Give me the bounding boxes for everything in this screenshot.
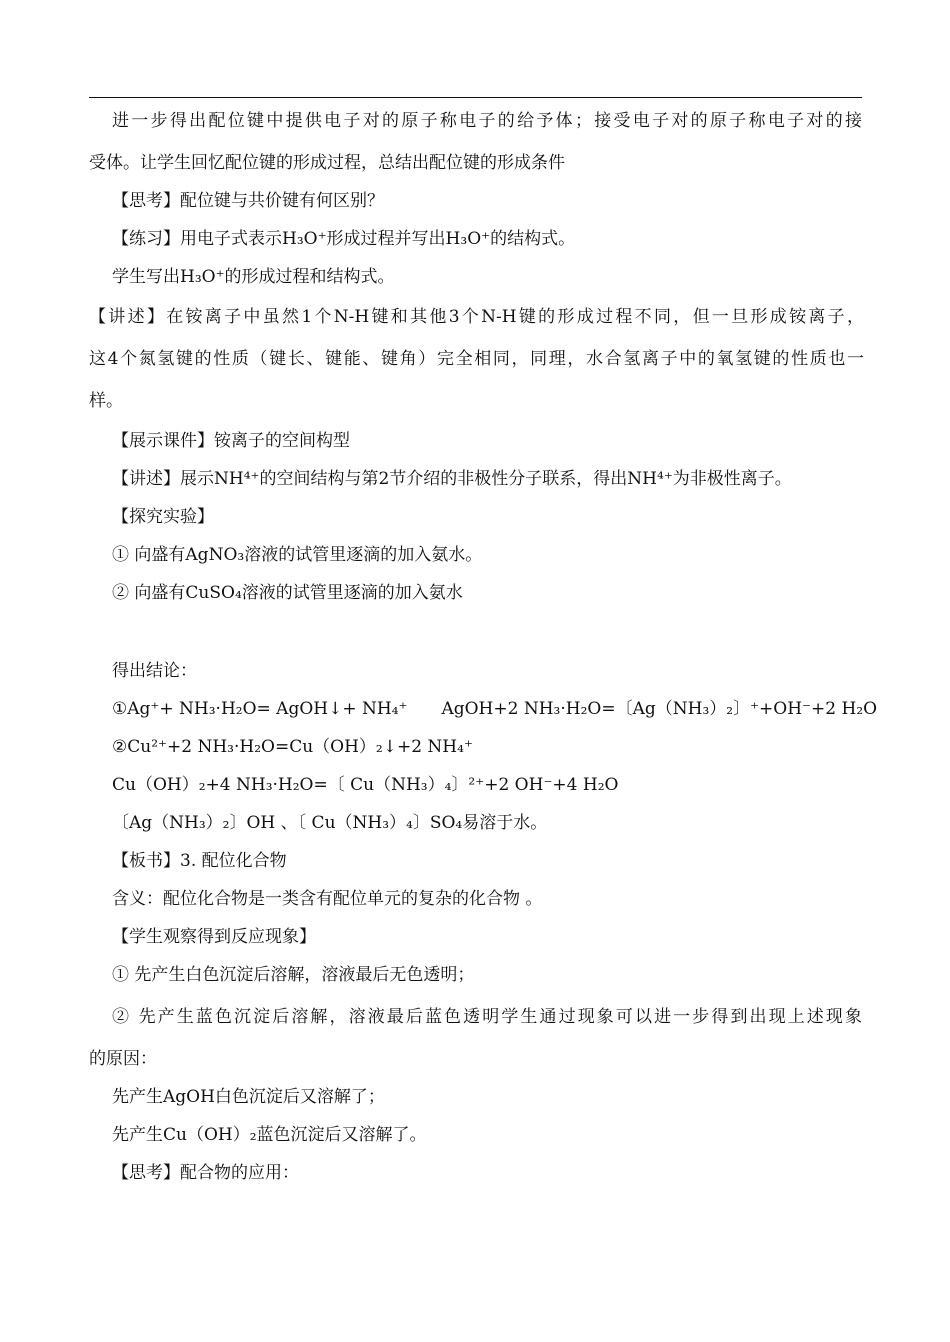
courseware-heading: 【展示课件】铵离子的空间构型 xyxy=(112,431,350,451)
equation-line: 〔Ag（NH₃）₂〕OH 、〔 Cu（NH₃）₄〕SO₄易溶于水。 xyxy=(112,813,548,833)
reason-line: 先产生Cu（OH）₂蓝色沉淀后又溶解了。 xyxy=(112,1125,427,1145)
paragraph-line: 受体。让学生回忆配位键的形成过程，总结出配位键的形成条件 xyxy=(89,153,565,173)
explore-heading: 【探究实验】 xyxy=(112,507,214,527)
equation-line: Cu（OH）₂+4 NH₃·H₂O=〔 Cu（NH₃）₄〕²⁺+2 OH⁻+4 H₂O xyxy=(112,775,619,795)
lecture-line: 【讲述】在铵离子中虽然1个N-H键和其他3个N-H键的形成过程不同，但一旦形成铵离子， xyxy=(89,307,864,327)
observe-heading: 【学生观察得到反应现象】 xyxy=(112,927,316,947)
equation-line: ②Cu²⁺+2 NH₃·H₂O=Cu（OH）₂↓+2 NH₄⁺ xyxy=(112,737,473,757)
observation-line: ② 先产生蓝色沉淀后溶解，溶液最后蓝色透明学生通过现象可以进一步得到出现上述现象 xyxy=(112,1007,862,1027)
experiment-step: ② 向盛有CuSO₄溶液的试管里逐滴的加入氨水 xyxy=(112,583,463,603)
lecture-line: 这4个氮氢键的性质（键长、键能、键角）完全相同，同理，水合氢离子中的氧氢键的性质也一 xyxy=(89,349,864,369)
paragraph-line: 进一步得出配位键中提供电子对的原子称电子的给予体；接受电子对的原子称电子对的接 xyxy=(112,111,862,131)
think-heading: 【思考】配合物的应用： xyxy=(112,1163,299,1183)
paragraph-line: 学生写出H₃O⁺的形成过程和结构式。 xyxy=(112,267,395,287)
observation-line: ① 先产生白色沉淀后溶解，溶液最后无色透明； xyxy=(112,965,475,985)
experiment-step: ① 向盛有AgNO₃溶液的试管里逐滴的加入氨水。 xyxy=(112,545,483,565)
lecture-line: 【讲述】展示NH⁴⁺的空间结构与第2节介绍的非极性分子联系，得出NH⁴⁺为非极性离子。 xyxy=(112,469,792,489)
header-rule xyxy=(89,97,862,98)
think-heading: 【思考】配位键与共价键有何区别？ xyxy=(112,191,384,211)
reason-line: 先产生AgOH白色沉淀后又溶解了； xyxy=(112,1087,385,1107)
practice-line: 【练习】用电子式表示H₃O⁺形成过程并写出H₃O⁺的结构式。 xyxy=(112,229,576,249)
lecture-line: 样。 xyxy=(89,391,123,411)
conclusion-heading: 得出结论： xyxy=(112,661,197,681)
definition-line: 含义：配位化合物是一类含有配位单元的复杂的化合物 。 xyxy=(112,889,543,909)
equation-line: ①Ag⁺+ NH₃·H₂O= AgOH↓+ NH₄⁺ AgOH+2 NH₃·H₂O=〔Ag（NH₃）₂〕⁺+OH⁻+2 H₂O xyxy=(112,699,878,719)
board-heading: 【板书】3. 配位化合物 xyxy=(112,851,287,871)
observation-line: 的原因： xyxy=(89,1049,157,1069)
